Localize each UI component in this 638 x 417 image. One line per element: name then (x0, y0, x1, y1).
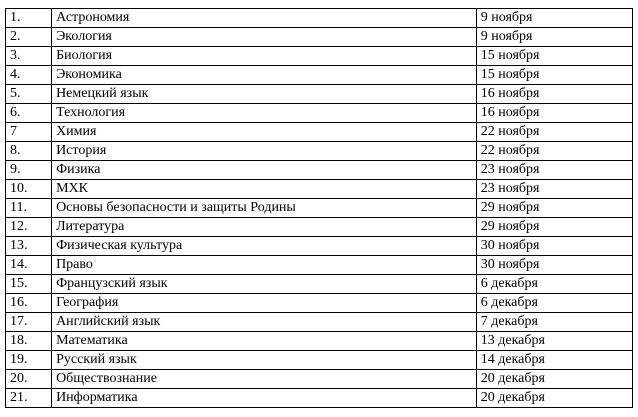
date-cell: 22 ноября (476, 123, 632, 142)
subject-cell: Физическая культура (52, 237, 477, 256)
subject-cell: Французский язык (52, 275, 477, 294)
subject-cell: Физика (52, 161, 477, 180)
date-cell: 15 ноября (476, 47, 632, 66)
row-number-cell: 13. (6, 237, 52, 256)
date-cell: 16 ноября (476, 85, 632, 104)
table-row (6, 85, 633, 104)
subject-cell: Экономика (52, 66, 477, 85)
row-number-cell: 10. (6, 180, 52, 199)
table-row (6, 370, 633, 389)
subject-cell: Экология (52, 28, 477, 47)
date-cell: 29 ноября (476, 218, 632, 237)
schedule-table-body (6, 9, 633, 408)
date-cell: 22 ноября (476, 142, 632, 161)
subject-cell: Право (52, 256, 477, 275)
olympiad-schedule-table (5, 8, 633, 408)
table-row (6, 389, 633, 408)
subject-cell: Биология (52, 47, 477, 66)
subject-cell: Основы безопасности и защиты Родины (52, 199, 477, 218)
table-row (6, 161, 633, 180)
table-row (6, 9, 633, 28)
subject-cell: Химия (52, 123, 477, 142)
date-cell: 30 ноября (476, 256, 632, 275)
date-cell: 14 декабря (476, 351, 632, 370)
row-number-cell: 6. (6, 104, 52, 123)
row-number-cell: 19. (6, 351, 52, 370)
table-row (6, 66, 633, 85)
table-row (6, 28, 633, 47)
subject-cell: Астрономия (52, 9, 477, 28)
subject-cell: МХК (52, 180, 477, 199)
row-number-cell: 5. (6, 85, 52, 104)
table-row (6, 123, 633, 142)
row-number-cell: 20. (6, 370, 52, 389)
date-cell: 23 ноября (476, 180, 632, 199)
row-number-cell: 4. (6, 66, 52, 85)
row-number-cell: 15. (6, 275, 52, 294)
row-number-cell: 2. (6, 28, 52, 47)
row-number-cell: 16. (6, 294, 52, 313)
subject-cell: Обществознание (52, 370, 477, 389)
row-number-cell: 17. (6, 313, 52, 332)
subject-cell: Немецкий язык (52, 85, 477, 104)
table-row (6, 47, 633, 66)
table-row (6, 294, 633, 313)
table-row (6, 142, 633, 161)
date-cell: 6 декабря (476, 294, 632, 313)
table-row (6, 256, 633, 275)
date-cell: 7 декабря (476, 313, 632, 332)
subject-cell: Английский язык (52, 313, 477, 332)
table-row (6, 218, 633, 237)
subject-cell: История (52, 142, 477, 161)
date-cell: 20 декабря (476, 389, 632, 408)
table-row (6, 104, 633, 123)
subject-cell: Информатика (52, 389, 477, 408)
date-cell: 29 ноября (476, 199, 632, 218)
table-row (6, 180, 633, 199)
row-number-cell: 18. (6, 332, 52, 351)
date-cell: 6 декабря (476, 275, 632, 294)
subject-cell: Математика (52, 332, 477, 351)
table-row (6, 313, 633, 332)
row-number-cell: 1. (6, 9, 52, 28)
row-number-cell: 3. (6, 47, 52, 66)
row-number-cell: 11. (6, 199, 52, 218)
subject-cell: Русский язык (52, 351, 477, 370)
date-cell: 9 ноября (476, 9, 632, 28)
date-cell: 15 ноября (476, 66, 632, 85)
date-cell: 9 ноября (476, 28, 632, 47)
subject-cell: Литература (52, 218, 477, 237)
date-cell: 16 ноября (476, 104, 632, 123)
row-number-cell: 9. (6, 161, 52, 180)
table-row (6, 199, 633, 218)
date-cell: 13 декабря (476, 332, 632, 351)
row-number-cell: 21. (6, 389, 52, 408)
subject-cell: Технология (52, 104, 477, 123)
row-number-cell: 14. (6, 256, 52, 275)
date-cell: 20 декабря (476, 370, 632, 389)
date-cell: 30 ноября (476, 237, 632, 256)
row-number-cell: 12. (6, 218, 52, 237)
table-row (6, 237, 633, 256)
row-number-cell: 8. (6, 142, 52, 161)
date-cell: 23 ноября (476, 161, 632, 180)
row-number-cell: 7 (6, 123, 52, 142)
table-row (6, 332, 633, 351)
table-row (6, 351, 633, 370)
subject-cell: География (52, 294, 477, 313)
table-row (6, 275, 633, 294)
